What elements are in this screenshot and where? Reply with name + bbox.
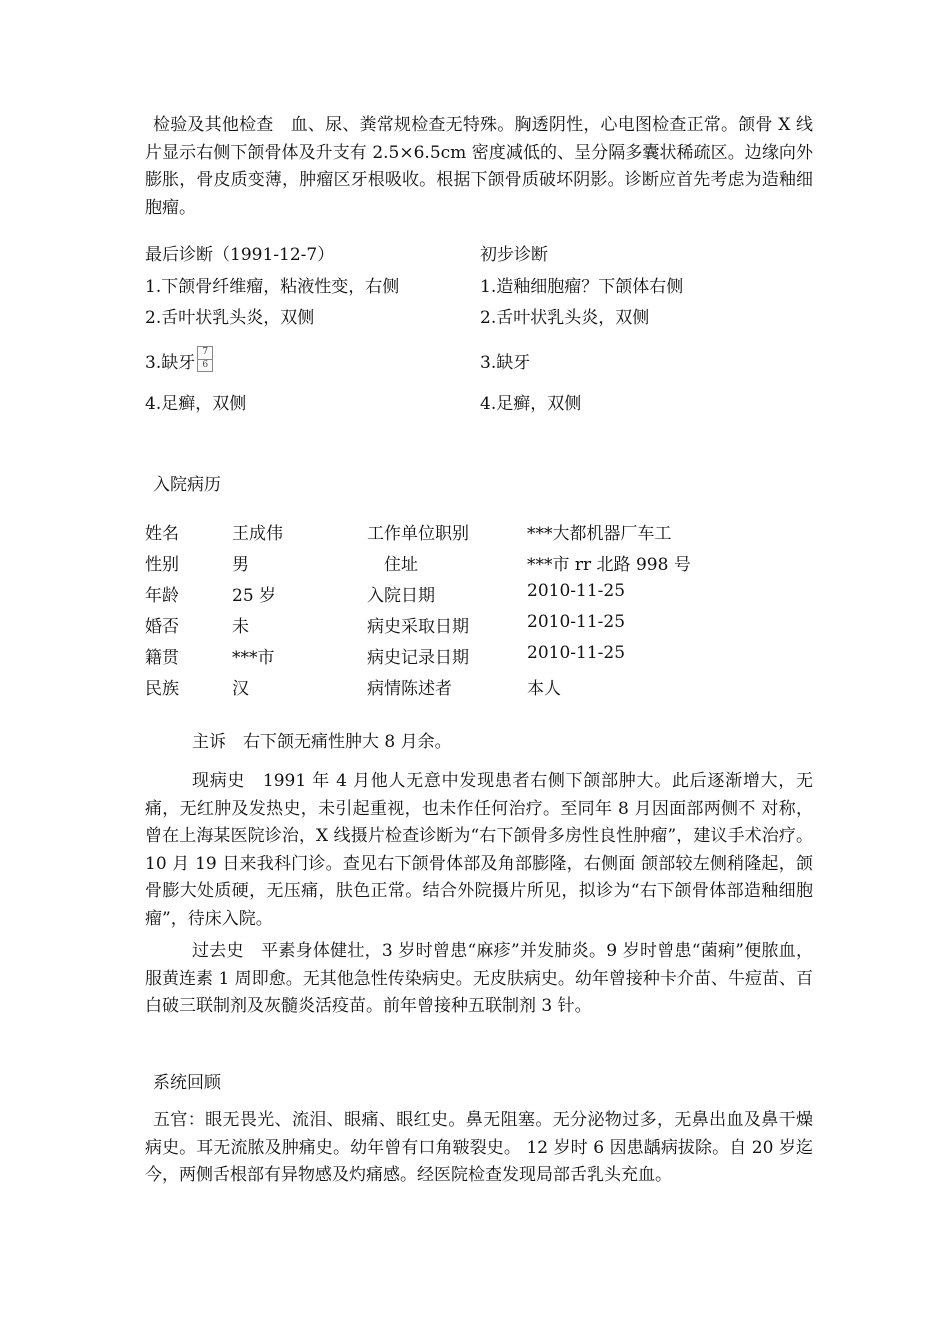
info-field-label: 姓名 (145, 524, 179, 544)
info-field-label: 年龄 (145, 586, 179, 606)
system-review-title: 系统回顾 (153, 1073, 221, 1093)
info-field-value: 2010-11-25 (527, 581, 626, 601)
info-field-label: 婚否 (145, 617, 179, 637)
chief-complaint: 主诉 右下颌无痛性肿大 8 月余。 (192, 732, 452, 752)
final-diagnosis-item-3 (145, 346, 213, 373)
exam-paragraph: 检验及其他检查 血、尿、粪常规检查无特殊。胸透阴性，心电图检查正常。颌骨 X 线片显示右侧下颌骨体及升支有 2.5×6.5cm 密度减低的、呈分隔多囊状稀疏区。边缘向外膨胀，骨皮质变薄，肿瘤区牙根吸收。根据下颌骨质破坏阴影。诊断应首先考虑为造釉细胞瘤。 (145, 115, 813, 218)
info-field-value: ***市 (232, 648, 275, 668)
initial-diagnosis-item-4: 4.足癣，双侧 (480, 394, 582, 414)
final-diagnosis-item-1: 1.下颌骨纤维瘤，粘液性变，右侧 (145, 277, 400, 297)
info-field-value: ***大都机器厂车工 (527, 524, 672, 544)
past-history: 过去史 平素身体健壮，3 岁时曾患“麻疹”并发肺炎。9 岁时曾患“菌痢”便脓血，服黄连素 1 周即愈。无其他急性传染病史。无皮肤病史。幼年曾接种卡介苗、牛痘苗、百白破三联制剂及灰髓炎活疫苗。前年曾接种五联制剂 3 针。 (145, 941, 813, 1016)
info-field-label: 住址 (384, 555, 418, 575)
tooth-chart-bottom: 6 (198, 359, 212, 371)
info-field-label: 病史采取日期 (367, 617, 469, 637)
info-field-value: 本人 (527, 679, 561, 699)
final-diagnosis-item-3-label: 3.缺牙 (145, 353, 196, 373)
info-field-label: 病史记录日期 (367, 648, 469, 668)
admission-title: 入院病历 (153, 475, 221, 495)
initial-diagnosis-item-3: 3.缺牙 (480, 353, 531, 373)
info-field-label: 入院日期 (367, 586, 435, 606)
initial-diagnosis-item-1: 1.造釉细胞瘤？下颌体右侧 (480, 277, 684, 297)
final-diagnosis-title: 最后诊断（1991-12-7） (145, 245, 335, 265)
info-field-label: 病情陈述者 (367, 679, 452, 699)
five-senses-review: 五官：眼无畏光、流泪、眼痛、眼红史。鼻无阻塞。无分泌物过多，无鼻出血及鼻干燥病史。耳无流脓及肿痛史。幼年曾有口角皲裂史。 12 岁时 6 因患龋病拔除。自 20 岁迄今，两侧舌根部有异物感及灼痛感。经医院检查发现局部舌乳头充血。 (145, 1110, 813, 1185)
info-field-value: 汉 (232, 679, 249, 699)
present-illness: 现病史 1991 年 4 月他人无意中发现患者右侧下颌部肿大。此后逐渐增大，无痛，无红肿及发热史，未引起重视，也未作任何治疗。至同年 8 月因面部两侧不 对称，曾在上海某医院诊治，X 线摄片检查诊断为“右下颌骨多房性良性肿瘤”，建议手术治疗。10 月 19 日来我科门诊。查见右下颌骨体部及角部膨隆，右侧面 颌部较左侧稍隆起，颌骨膨大处质硬，无压痛，肤色正常。结合外院摄片所见，拟诊为“右下颌骨体部造釉细胞瘤”，待床入院。 (145, 771, 813, 929)
info-field-value: 2010-11-25 (527, 612, 626, 632)
tooth-chart-icon (197, 346, 213, 372)
tooth-chart-top: 7 (202, 347, 209, 357)
info-field-label: 民族 (145, 679, 179, 699)
info-field-label: 性别 (145, 555, 179, 575)
final-diagnosis-item-2: 2.舌叶状乳头炎，双侧 (145, 308, 315, 328)
info-field-value: 王成伟 (232, 524, 283, 544)
info-field-value: 男 (232, 555, 249, 575)
final-diagnosis-item-4: 4.足癣，双侧 (145, 394, 247, 414)
info-field-value: ***市 rr 北路 998 号 (527, 555, 691, 575)
initial-diagnosis-item-2: 2.舌叶状乳头炎，双侧 (480, 308, 650, 328)
info-field-value: 25 岁 (232, 586, 277, 606)
info-field-value: 未 (232, 617, 249, 637)
info-field-label: 籍贯 (145, 648, 179, 668)
initial-diagnosis-title: 初步诊断 (480, 245, 548, 265)
info-field-value: 2010-11-25 (527, 643, 626, 663)
info-field-label: 工作单位职别 (367, 524, 469, 544)
